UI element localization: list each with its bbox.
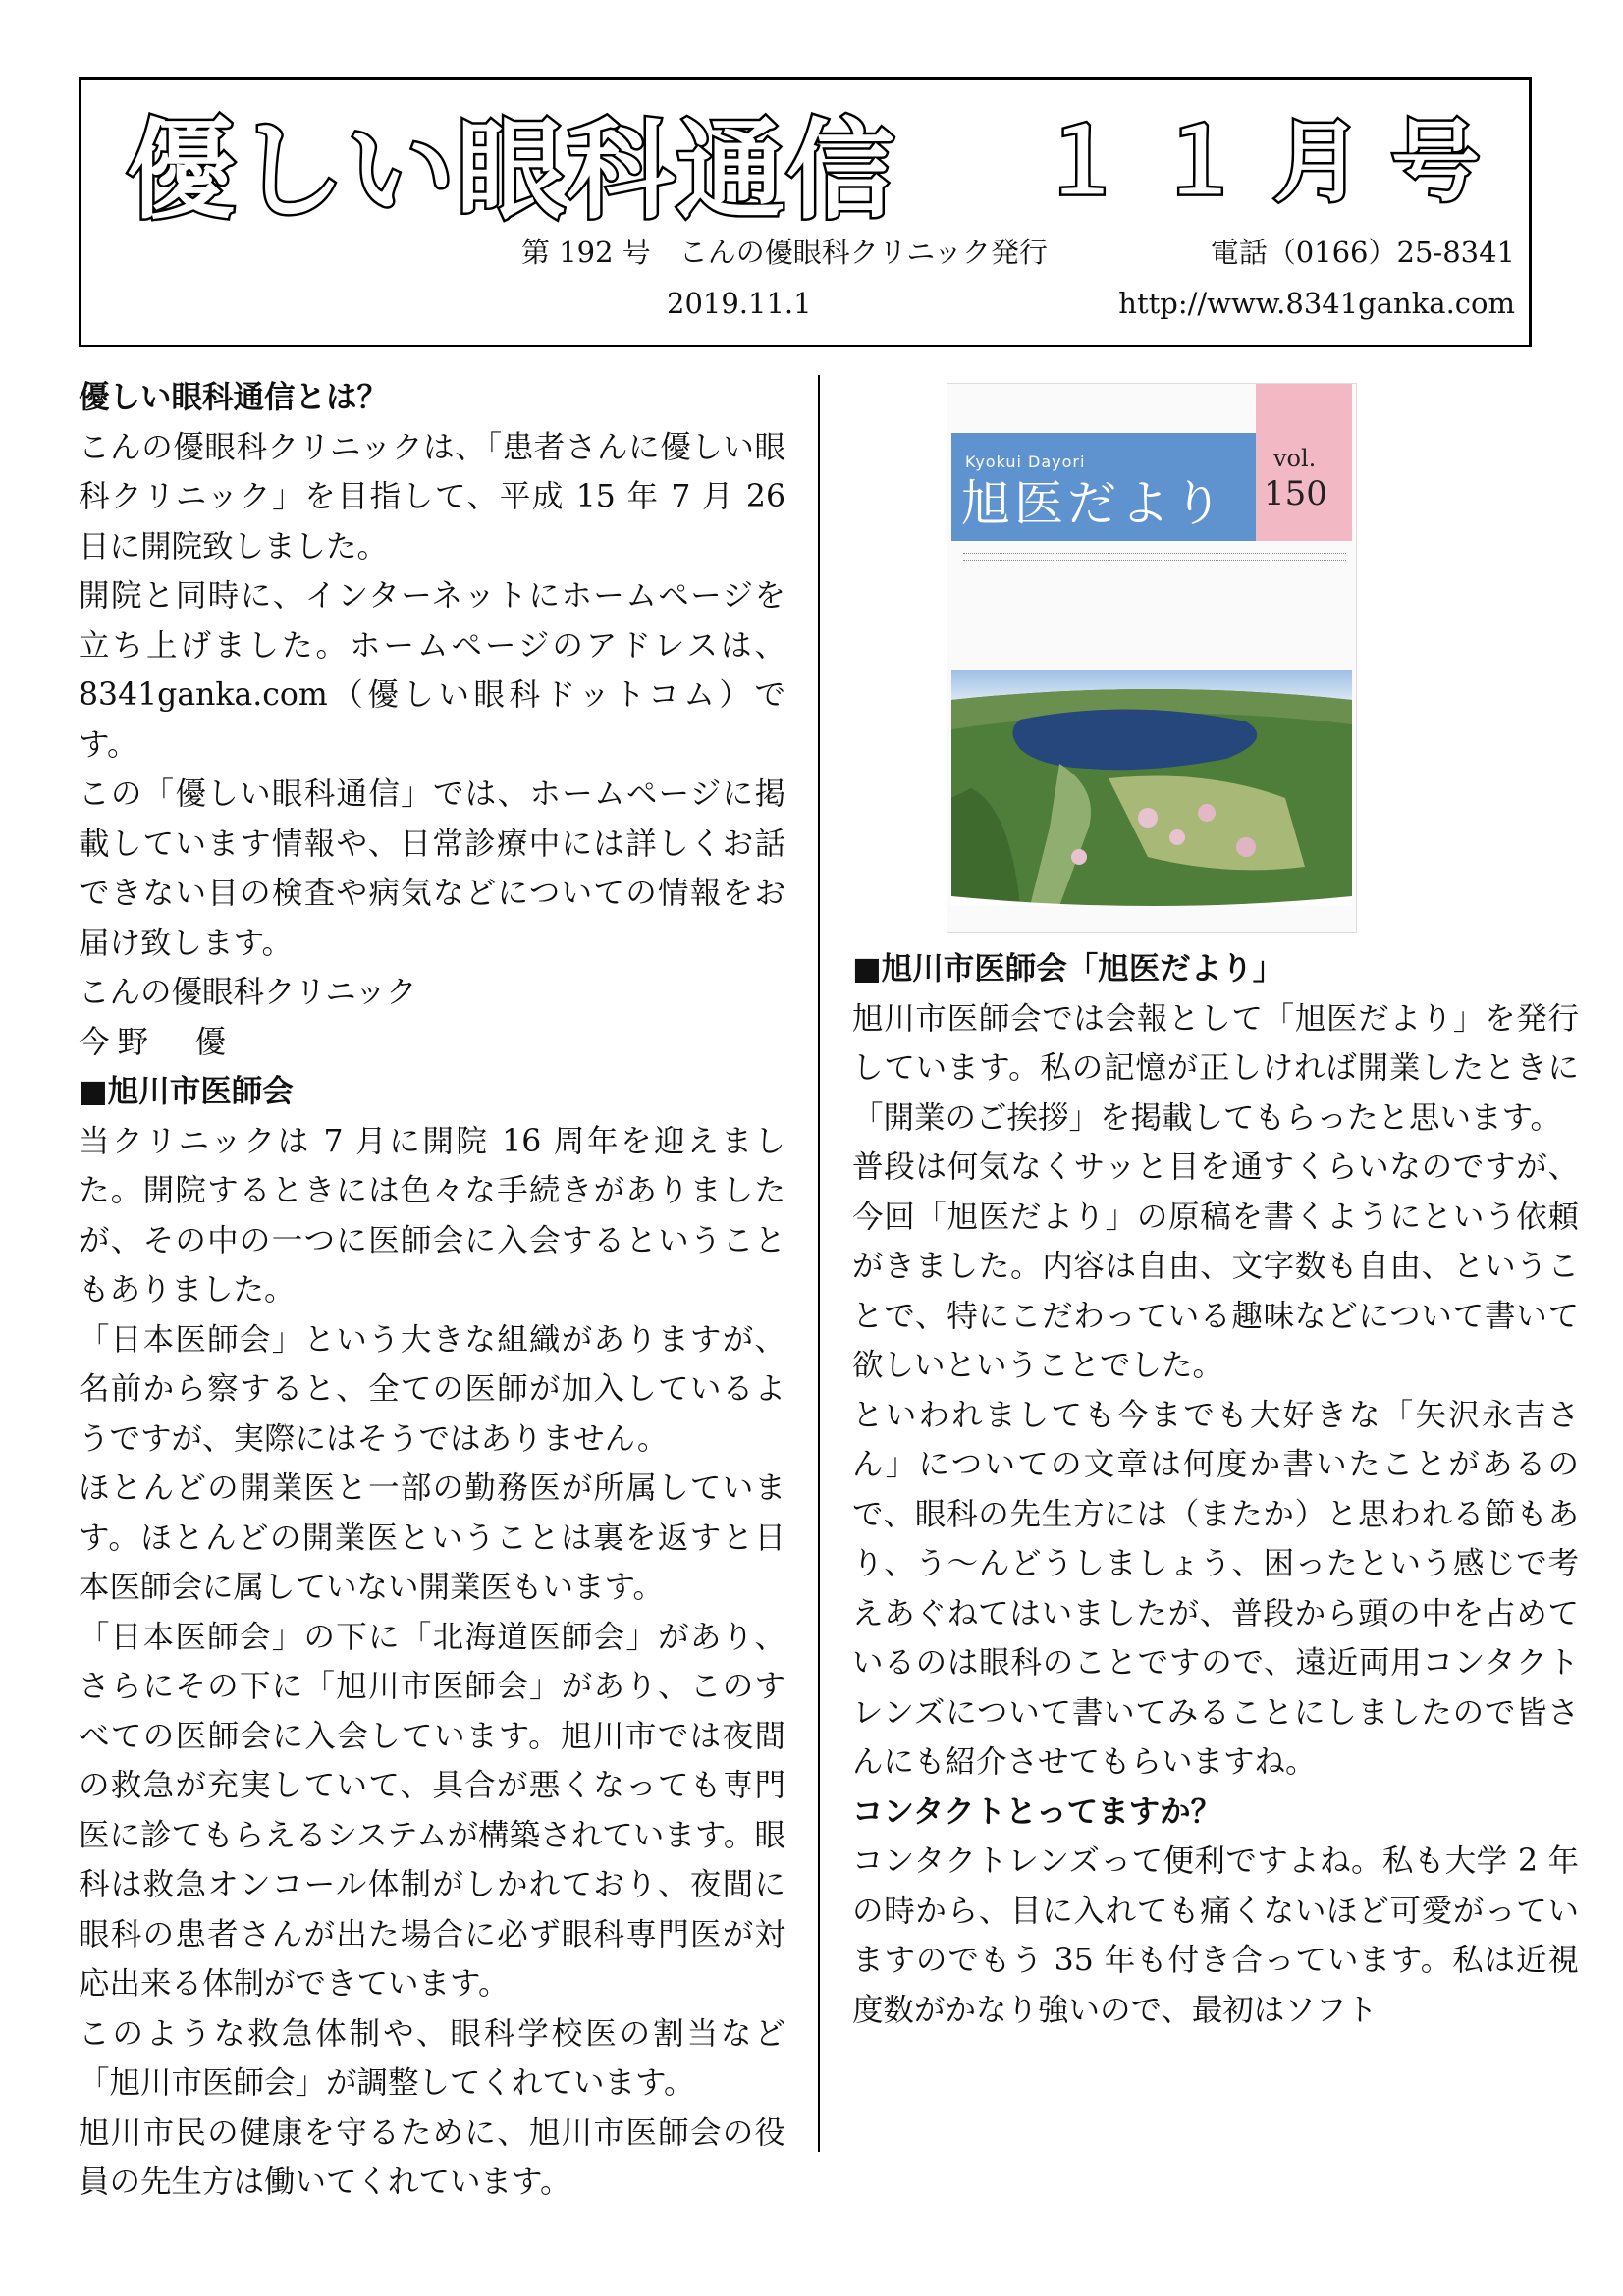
section-heading: ■旭川市医師会	[79, 1074, 294, 1109]
section-heading: 優しい眼科通信とは？	[79, 380, 389, 415]
phone-number: 電話（0166）25-8341	[1210, 236, 1515, 269]
signature-clinic: こんの優眼科クリニック	[79, 975, 417, 1010]
paragraph: 当クリニックは 7 月に開院 16 周年を迎えました。開院するときには色々な手続きがありましたが、その中の一つに医師会に入会するということもありました。	[79, 1123, 785, 1308]
paragraph: このような救急体制や、眼科学校医の割当など「旭川市医師会」が調整してくれています。	[79, 2015, 785, 2101]
issue-month: １１月号	[1038, 111, 1509, 214]
paragraph: ほとんどの開業医と一部の勤務医が所属しています。ほとんどの開業医ということは裏を返すと日本医師会に属していない開業医もいます。	[79, 1470, 785, 1605]
paragraph: こんの優眼科クリニックは、「患者さんに優しい眼科クリニック」を目指して、平成 15 年 7 月 26 日に開院致しました。	[79, 429, 785, 564]
magazine-cover-image	[947, 383, 1357, 933]
left-column	[79, 373, 785, 2208]
signature-name: 今野 優	[79, 1024, 235, 1060]
cover-vol-label: vol.	[1273, 445, 1317, 472]
paragraph: コンタクトレンズって便利ですよね。私も大学 2 年の時から、目に入れても痛くないほど可愛がっていますのでもう 35 年も付き合っています。私は近視度数がかなり強いので、最初はソフト	[852, 1843, 1579, 2028]
paragraph: 旭川市民の健康を守るために、旭川市医師会の役員の先生方は働いてくれています。	[79, 2114, 785, 2200]
issue-date: 2019.11.1	[667, 287, 812, 320]
issue-publisher-line: 第 192 号 こんの優眼科クリニック発行	[521, 236, 1049, 269]
column-divider	[818, 375, 820, 2152]
right-column	[852, 373, 1579, 2035]
aerial-lake-photo	[951, 670, 1352, 906]
paragraph: 旭川市医師会では会報として「旭医だより」を発行しています。私の記憶が正しければ開業したときに「開業のご挨拶」を掲載してもらったと思います。	[852, 1000, 1579, 1136]
paragraph: といわれましても今までも大好きな「矢沢永吉さん」についての文章は何度か書いたことがあるので、眼科の先生方には（またか）と思われる節もあり、う～んどうしましょう、困ったという感じで考えあぐねてはいましたが、普段から頭の中を占めているのは眼科のことですので、遠近両用コンタクトレンズについて書いてみることにしましたので皆さんにも紹介させてもらいますね。	[852, 1397, 1579, 1780]
paragraph: 普段は何気なくサッと目を通すくらいなのですが、今回「旭医だより」の原稿を書くようにという依頼がきました。内容は自由、文字数も自由、ということで、特にこだわっている趣味などについて書いて欲しいということでした。	[852, 1149, 1579, 1383]
paragraph: 開院と同時に、インターネットにホームページを立ち上げました。ホームページのアドレスは、8341ganka.com（優しい眼科ドットコム）です。	[79, 578, 785, 763]
cover-small-print	[963, 553, 1346, 561]
section-heading: ■旭川市医師会「旭医だより」	[852, 951, 1284, 987]
paragraph: この「優しい眼科通信」では、ホームページに掲載しています情報や、日常診療中には詳しくお話できない目の検査や病気などについての情報をお届け致します。	[79, 776, 785, 961]
paragraph: 「日本医師会」という大きな組織がありますが、名前から察すると、全ての医師が加入しているようですが、実際にはそうではありません。	[79, 1321, 785, 1457]
cover-title: 旭医だより	[961, 475, 1226, 532]
website-url: http://www.8341ganka.com	[1118, 287, 1515, 320]
cover-subtitle: Kyokui Dayori	[965, 453, 1086, 471]
paragraph: 「日本医師会」の下に「北海道医師会」があり、さらにその下に「旭川市医師会」があり、このすべての医師会に入会しています。旭川市では夜間の救急が充実していて、具合が悪くなっても専門医に診てもらえるシステムが構築されています。眼科は救急オンコール体制がしかれており、夜間に眼科の患者さんが出た場合に必ず眼科専門医が対応出来る体制ができています。	[79, 1619, 785, 2002]
cover-vol-number: 150	[1264, 474, 1327, 513]
section-heading: コンタクトとってますか？	[852, 1793, 1222, 1830]
masthead	[79, 77, 1532, 347]
newsletter-title: 優しい眼科通信	[127, 108, 896, 234]
